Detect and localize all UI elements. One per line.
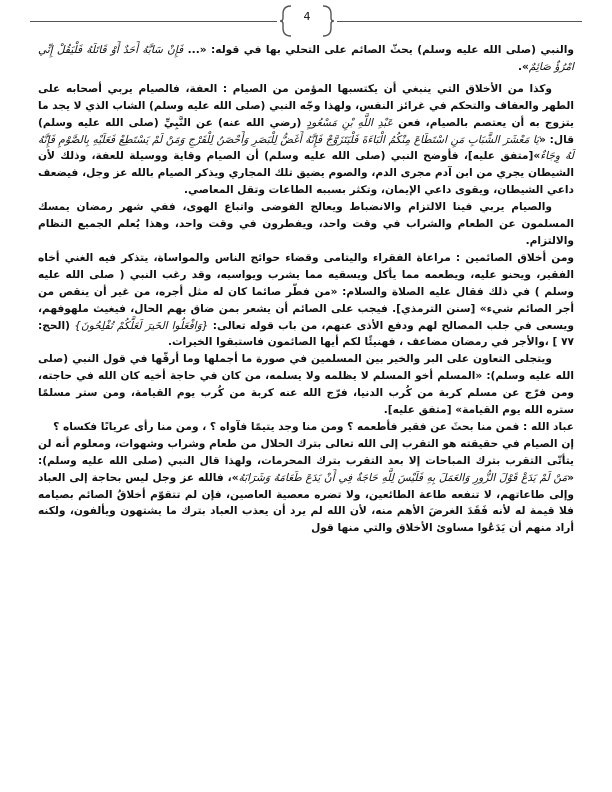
hadith-quote: مَنْ لَمْ يَدَعْ قَوْلَ الزُّورِ وَالعَمَلَ بِهِ فَلَيْسَ لِلَّهِ حَاجَةٌ فِي أَنْ يَدَعَ طَعَامَهُ وَشَرَابَهُ — [238, 471, 568, 484]
paragraph-text: (الحج: ٧٧ ] ،والأجر في رمضان مضاعف ، فهنيئًا لكم أيها الصائمون فاستبقوا الخيرات. — [38, 319, 574, 349]
article-body — [38, 42, 574, 537]
paragraph-true-fasting — [38, 436, 574, 537]
paragraph-text: والصيام يربي فينا الالتزام والانضباط ويعالج الفوضى واتباع الهوى، ففي شهر رمضان يمسك المسلمون عن الطعام والشراب في وقت واحد، ويفطرون في وقت واحد، وهذا يُعلم الجميع النظام والالتزام. — [38, 201, 574, 247]
paragraph-text: ويتجلى التعاون على البر والخير بين المسلمين في صورة ما أجملها وما أرقّها في قول النبي (صلى الله عليه وسلم): «المسلم أخو المسلم لا يظلمه ولا يسلمه، من كان في حاجة أخيه كان الله في حاجته، ومن فرّج عن مسلم كربة من كُرب الدنيا، فرّج الله عنه كربة من كُرب يوم القيامة، ومن ستر مسلمًا ستره الله يوم القيامة» [متفق عليه]. — [38, 353, 574, 417]
paragraph-text: (رضي الله عنه) عن النَّبِيِّ (صلى الله عليه وسلم) قال: « — [38, 116, 575, 146]
paragraph-questions — [38, 419, 574, 436]
paragraph-chastity — [38, 81, 574, 199]
page-header — [0, 0, 612, 42]
paragraph-text: والنبي (صلى الله عليه وسلم) يحثّ الصائم على التحلي بها في قوله: «... — [183, 44, 574, 56]
paragraph-text: عباد الله : فمن منا بحثَ عن فقير فأطعمه ؟ ومن منا وجد يتيمًا فآواه ؟ ، ومن منا رأى عريانًا فكساه ؟ — [53, 420, 574, 433]
paragraph-fasting-speech — [38, 42, 574, 76]
paragraph-cooperation — [38, 351, 574, 419]
page-number: 4 — [303, 10, 311, 23]
paragraph-text: إن الصيام في حقيقته هو التقرب إلى الله تعالى بترك الحلال من طعام وشراب وشهوات، ومعلوم أنه لن يتأتّى التقرب بترك المباحات إلا بعد التقرب بترك المحرمات، ولهذا قال النبي (صلى الله عليه وسلم): « — [38, 437, 574, 484]
paragraph-text: ومن أخلاق الصائمين : مراعاة الفقراء واليتامى وقضاء حوائج الناس والمواساة، يتذكر فيه الغني أخاه الفقير، ويحنو عليه، ويطعمه مما يأكل ويسقيه مما يشرب ويواسيه، وقد رغب النبي ( صلى الله عليه وسلم ) في ذلك فقال عليه الصلاة والسلام: «من فطّر صائما كان له مثل أجره، من غير أن ينقص من أجر الصائم شيء» [سنن الترمذي]. فيجب على الصائم أن يشعر بمن ضاق بهم الحال، فيغيث ملهوفهم، ويسعى في جلب المصالح لهم ودفع الأذى عنهم، من باب قوله تعالى: — [38, 251, 574, 332]
paragraph-text: »[متفق عليه]، فأوضح النبي (صلى الله عليه وسلم) أن الصيام وقاية ووسيلة للعفة، وذلك لأن الشيطان يجري من ابن آدم مجرى الدم، والصوم يضيق تلك المجاري ويذكر الصيام بالله عز وجل، فيضعف داعي الشيطان، ويقوى داعي الإيمان، وتكثر بسببه الطاعات وتقل المعاصي. — [38, 150, 574, 197]
quran-verse: {وَافْعَلُوا الخَيرَ لَعَلَّكُمْ تُفْلِحُونَ} — [74, 319, 209, 332]
header-rule-right — [337, 21, 582, 22]
hadith-quote: يَا مَعْشَرَ الشَّبَابِ مَنِ اسْتَطَاعَ مِنْكُمُ الْبَاءَةَ فَلْيَتَزَوَّجْ فَإِنَّهُ أَغَضُّ لِلْبَصَرِ وَأَحْصَنُ لِلْفَرْجِ وَمَنْ لَمْ يَسْتَطِعْ فَعَلَيْهِ بِالصَّوْمِ فَإِنَّهُ لَهُ وِجَاءٌ — [38, 133, 574, 163]
header-rule-left — [30, 21, 277, 22]
paragraph-text: »، فالله عز وجل ليس بحاجة إلى العباد وإلى طاعاتهم، لا تنفعه طاعة الطائعين، ولا تضره معصية العاصين، فإن لم تتقوّم أخلاقُ الصائم بصيامه فلا قيمة له لأنه فَقَدَ الغرضَ الأهم منه، لأن الله لم يرد أن يعذب العباد بترك ما يشتهون ويألفون، ولكنه أراد منهم أن يَدَعُوا مساوئ الأخلاق والتي منها قول — [38, 471, 574, 535]
narrator-name: عَبْدِ اللَّهِ بْنِ مَسْعُودٍ — [306, 116, 393, 129]
paragraph-text: ». — [517, 60, 529, 73]
paragraph-charity — [38, 250, 574, 351]
hadith-quote: فَإِنْ سَابَّهُ أَحَدٌ أَوْ قَاتَلَهُ فَلْيَقُلْ إِنِّي امْرُؤٌ صَائِمٌ — [38, 44, 574, 73]
paragraph-discipline — [38, 199, 574, 250]
paragraph-text: وكذا من الأخلاق التي ينبغي أن يكتسبها المؤمن من الصيام : العفة، فالصيام يربي أصحابه على الطهر والعفاف والتحكم في غرائز النفس، ولهذا وجّه النبي (صلى الله عليه وسلم) الشاب الذي لا يجد ما يتزوج به أن يعتصم بالصيام، فعن — [38, 82, 574, 129]
